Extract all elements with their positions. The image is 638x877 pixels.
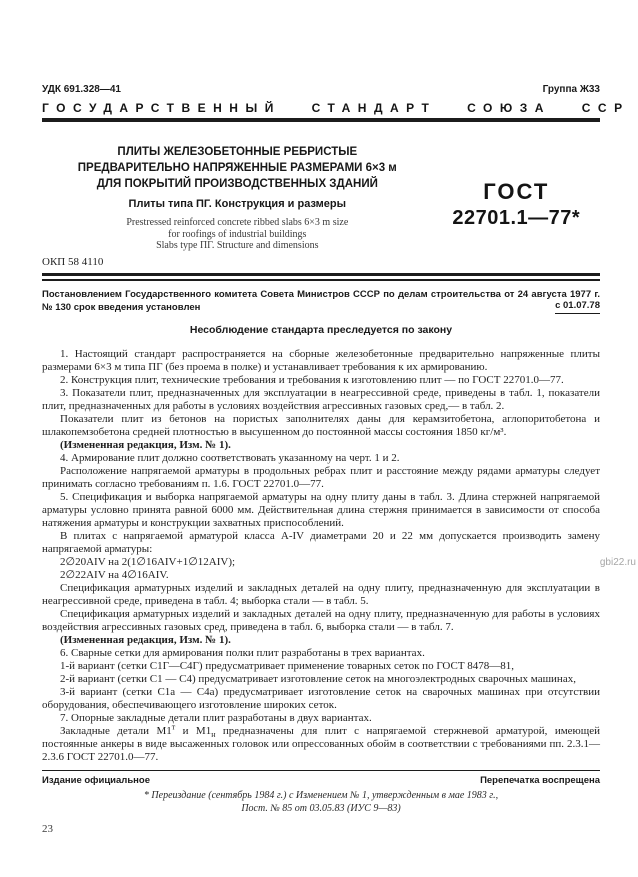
closing-subscript: н — [211, 729, 216, 739]
body-paragraph: 2. Конструкция плит, технические требования и требования к изготовлению плит — по ГОСТ 22701.0—77. — [60, 373, 564, 386]
okp-code: ОКП 58 4110 — [42, 255, 104, 268]
footer-row — [42, 775, 600, 786]
document-title-en — [42, 217, 433, 252]
official-edition-label: Издание официальное — [42, 774, 150, 786]
law-notice: Несоблюдение стандарта преследуется по закону — [189, 323, 453, 336]
title-line: ПЛИТЫ ЖЕЛЕЗОБЕТОННЫЕ РЕБРИСТЫЕ — [117, 146, 358, 158]
title-en-line: Prestressed reinforced concrete ribbed slabs 6×3 m size — [126, 217, 349, 228]
reissue-footnote — [42, 789, 600, 815]
body-paragraph: 5. Спецификация и выборка напрягаемой арматуры на одну плиту даны в табл. 3. Длина стержней напрягаемой арматуры условно принята равной 6000 мм. Действительная длина стержня принимается в зависимости от способа натяжения арматуры и конструкции захватных приспособлений. — [42, 490, 600, 529]
gost-designation — [433, 158, 600, 252]
body-paragraph: Спецификация арматурных изделий и закладных деталей на одну плиту, предназначенную для эксплуатации в неагрессивной среде, приведена в табл. 4; выборка стали — в табл. 5. — [42, 581, 600, 607]
body-paragraph: 7. Опорные закладные детали плит разработаны в двух вариантах. — [60, 711, 372, 724]
document-title-ru — [42, 144, 433, 192]
body-paragraph: Показатели плит из бетонов на пористых заполнителях даны для керамзитобетона, аглопоритобетона и шлакопемзобетона средней плотностью в высушенном до постоянной массы состояния 1850 кг/м³. — [42, 412, 600, 438]
state-standard-heading: ГОСУДАРСТВЕННЫЙ СТАНДАРТ СОЮЗА ССР — [42, 101, 630, 115]
body-paragraph-embedded-details — [42, 721, 601, 764]
title-left-column — [42, 144, 433, 252]
closing-post: предназначены для плит с напрягаемой стержневой арматурой, имеющей постоянные анкеры в виде высаженных головок или опрессованных обойм в соответствии с требованиями пп. 2.3.1—2.3.6 ГОСТ 22701.0—77. — [42, 724, 601, 763]
section-rule — [42, 273, 600, 281]
footnote-line: Пост. № 85 от 03.05.83 (ИУС 9—83) — [241, 802, 401, 814]
reprint-prohibited-label: Перепечатка воспрещена — [480, 774, 600, 786]
heading-rule — [42, 118, 600, 122]
title-line: ДЛЯ ПОКРЫТИЙ ПРОИЗВОДСТВЕННЫХ ЗДАНИЙ — [96, 178, 378, 190]
closing-pre: Закладные детали М1 — [60, 724, 172, 737]
site-watermark: gbi22.ru — [599, 557, 636, 568]
decree-statement — [42, 288, 600, 314]
rebar-substitution-formula: 2∅20AIV на 2(1∅16AIV+1∅12AIV); — [60, 555, 236, 568]
title-block — [42, 144, 600, 252]
gost-label: ГОСТ — [483, 178, 550, 204]
body-paragraph: Спецификация арматурных изделий и закладных деталей на одну плиту, предназначенную для работы в условиях воздействия агрессивных газовых сред, приведена в табл. 6, выборка стали — в табл. 7. — [42, 607, 600, 633]
udk-code: УДК 691.328—41 — [42, 84, 121, 95]
effective-date: с 01.07.78 — [555, 299, 600, 314]
top-codes-row — [42, 84, 600, 95]
closing-superscript: т — [171, 721, 176, 731]
footnote-line: * Переиздание (сентябрь 1984 г.) с Изменением № 1, утвержденным в мае 1983 г., — [143, 789, 499, 801]
title-en-line: for roofings of industrial buildings — [168, 228, 307, 240]
body-paragraph: В плитах с напрягаемой арматурой класса A-IV диаметрами 20 и 22 мм допускается производить замену напрягаемой арматуры: — [42, 529, 600, 555]
page-number: 23 — [42, 822, 53, 835]
body-paragraph: Расположение напрягаемой арматуры в продольных ребрах плит и расстояние между рядами арматуры следует принимать согласно требованиям п. 1.6. ГОСТ 22701.0—77. — [42, 464, 600, 490]
body-paragraph: 1-й вариант (сетки С1Г—С4Г) предусматривает применение товарных сеток по ГОСТ 8478—81, — [60, 659, 515, 672]
title-line: ПРЕДВАРИТЕЛЬНО НАПРЯЖЕННЫЕ РАЗМЕРАМИ 6×3 м — [77, 162, 397, 174]
body-paragraph: 1. Настоящий стандарт распространяется на сборные железобетонные предварительно напряженные плиты размерами 6×3 м типа ПГ (без проема в полке) и устанавливает требования к их армированию. — [42, 347, 600, 373]
footer-rule — [42, 770, 600, 771]
body-paragraph: 3. Показатели плит, предназначенных для эксплуатации в неагрессивной среде, приведены в табл. 1, показатели плит, предназначенных для работы в условиях воздействия агрессивных газовых сред,— в табл. 2. — [42, 386, 600, 412]
rebar-substitution-formula: 2∅22AIV на 4∅16AIV. — [60, 568, 169, 581]
title-en-line: Slabs type ПГ. Structure and dimensions — [156, 240, 319, 251]
body-paragraph: 6. Сварные сетки для армирования полки плит разработаны в трех вариантах. — [60, 646, 425, 659]
closing-mid: и М1 — [175, 724, 212, 737]
body-paragraph: 3-й вариант (сетки С1а — С4а) предусматривает изготовление сеток на сварочных машинах при отсутствии оборудования, обеспечивающего изготовление широких сеток. — [42, 685, 600, 711]
amendment-note: (Измененная редакция, Изм. № 1). — [60, 633, 231, 646]
amendment-note: (Измененная редакция, Изм. № 1). — [60, 438, 231, 451]
body-paragraph: 4. Армирование плит должно соответствовать указанному на черт. 1 и 2. — [60, 451, 400, 464]
gost-number: 22701.1—77* — [452, 206, 581, 229]
body-paragraph: 2-й вариант (сетки С1 — С4) предусматривает изготовление сеток на многоэлектродных сварочных машинах, — [60, 672, 576, 685]
document-body — [42, 348, 600, 764]
decree-text: Постановлением Государственного комитета Совета Министров СССР по делам строительства от 24 августа 1977 г. № 130 срок введения установлен — [42, 288, 600, 313]
document-subtitle: Плиты типа ПГ. Конструкция и размеры — [128, 198, 347, 210]
group-code: Группа Ж33 — [542, 84, 600, 95]
